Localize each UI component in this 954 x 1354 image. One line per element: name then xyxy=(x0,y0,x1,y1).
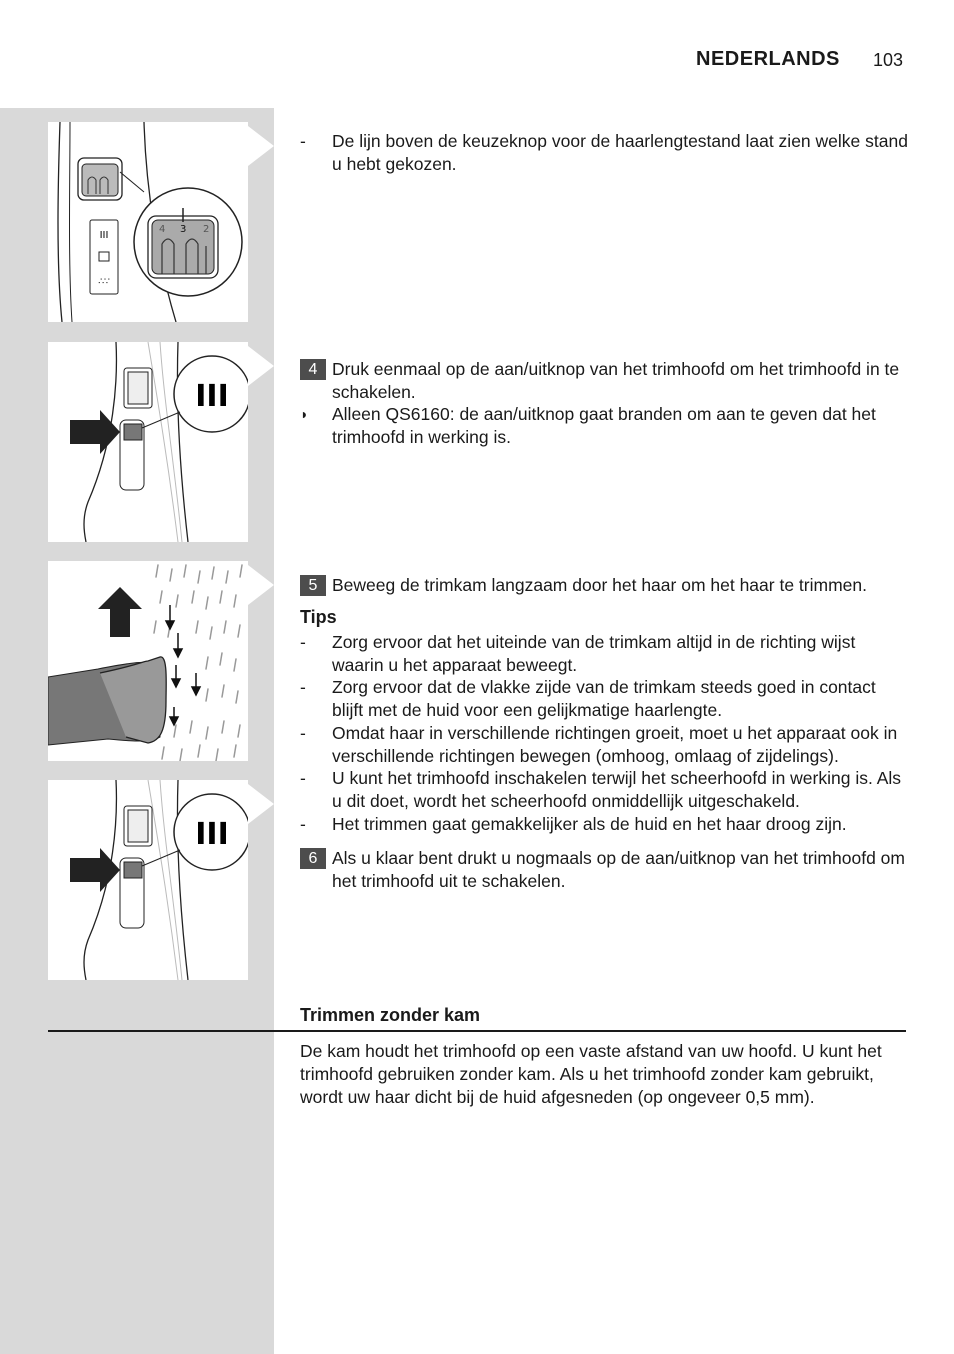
tips-heading: Tips xyxy=(300,607,337,627)
tip-text: Zorg ervoor dat het uiteinde van de trimkam altijd in de richting wijst waarin u het apparaat beweegt. xyxy=(332,632,856,675)
tip-item xyxy=(300,722,910,768)
tip-item xyxy=(300,631,910,677)
dash-marker: - xyxy=(300,768,306,788)
svg-text:∴∵: ∴∵ xyxy=(98,277,110,287)
step-number: 4 xyxy=(300,359,326,380)
hair-length-dial-icon xyxy=(48,122,248,322)
step-5 xyxy=(300,574,910,597)
step-6 xyxy=(300,847,910,893)
step-text: Als u klaar bent drukt u nogmaals op de aan/uitknop van het trimhoofd om het trimhoofd uit te schakelen. xyxy=(332,848,905,891)
dial-label-2: 2 xyxy=(203,224,210,235)
section-divider xyxy=(48,1030,906,1032)
dash-marker: - xyxy=(300,131,306,151)
press-button-illustration-2 xyxy=(48,780,248,980)
step-4 xyxy=(300,358,910,404)
pointer-arrow xyxy=(248,346,274,386)
dash-marker: - xyxy=(300,723,306,743)
step-number: 6 xyxy=(300,848,326,869)
section-paragraph: De kam houdt het trimhoofd op een vaste afstand van uw hoofd. U kunt het trimhoofd gebruiken zonder kam. Als u het trimhoofd zonder kam gebruikt, wordt uw haar dicht bij de huid afgesneden (op ongeveer 0,5 mm). xyxy=(300,1041,882,1107)
pointer-arrow xyxy=(248,126,274,166)
tip-text: Het trimmen gaat gemakkelijker als de huid en het haar droog zijn. xyxy=(332,814,847,834)
section-heading: Trimmen zonder kam xyxy=(300,1005,481,1025)
tip-item xyxy=(300,676,910,722)
tip-item xyxy=(300,813,910,836)
bullet-note xyxy=(300,403,910,449)
tip-text: Omdat haar in verschillende richtingen groeit, moet u het apparaat ook in verschillende richtingen bewegen (omhoog, omlaag of zijdelings). xyxy=(332,723,898,766)
power-symbol: III xyxy=(195,379,229,414)
tip-text: U kunt het trimhoofd inschakelen terwijl het scheerhoofd in werking is. Als u dit doet, wordt het scheerhoofd onmiddellijk uitgeschakeld. xyxy=(332,768,902,811)
dash-marker: - xyxy=(300,814,306,834)
language-header: NEDERLANDS xyxy=(696,48,840,70)
bullet-marker: ◗ xyxy=(300,406,309,422)
trimming-illustration xyxy=(48,561,248,761)
dash-marker: - xyxy=(300,677,306,697)
svg-text:III: III xyxy=(99,230,109,241)
page-number: 103 xyxy=(873,50,904,70)
step-text: Druk eenmaal op de aan/uitknop van het trimhoofd om het trimhoofd in te schakelen. xyxy=(332,359,900,402)
dial-note-text: De lijn boven de keuzeknop voor de haarlengtestand laat zien welke stand u hebt gekozen. xyxy=(332,131,908,174)
hair-length-dial-illustration xyxy=(48,122,248,322)
dial-note xyxy=(300,130,910,176)
trimming-hair-icon xyxy=(48,561,248,761)
dial-label-4: 4 xyxy=(159,224,166,235)
dash-marker: - xyxy=(300,632,306,652)
trimmer-button-press-icon xyxy=(48,780,248,980)
pointer-arrow xyxy=(248,565,274,605)
power-symbol: III xyxy=(195,817,229,852)
tip-text: Zorg ervoor dat de vlakke zijde van de trimkam steeds goed in contact blijft met de huid voor een gelijkmatige haarlengte. xyxy=(332,677,876,720)
step-text: Beweeg de trimkam langzaam door het haar om het haar te trimmen. xyxy=(332,575,867,595)
press-button-illustration xyxy=(48,342,248,542)
tip-item xyxy=(300,767,910,813)
pointer-arrow xyxy=(248,784,274,824)
dial-label-3: 3 xyxy=(180,224,187,235)
step-number: 5 xyxy=(300,575,326,596)
bullet-text: Alleen QS6160: de aan/uitknop gaat branden om aan te geven dat het trimhoofd in werking is. xyxy=(332,404,876,447)
trimmer-button-press-icon xyxy=(48,342,248,542)
